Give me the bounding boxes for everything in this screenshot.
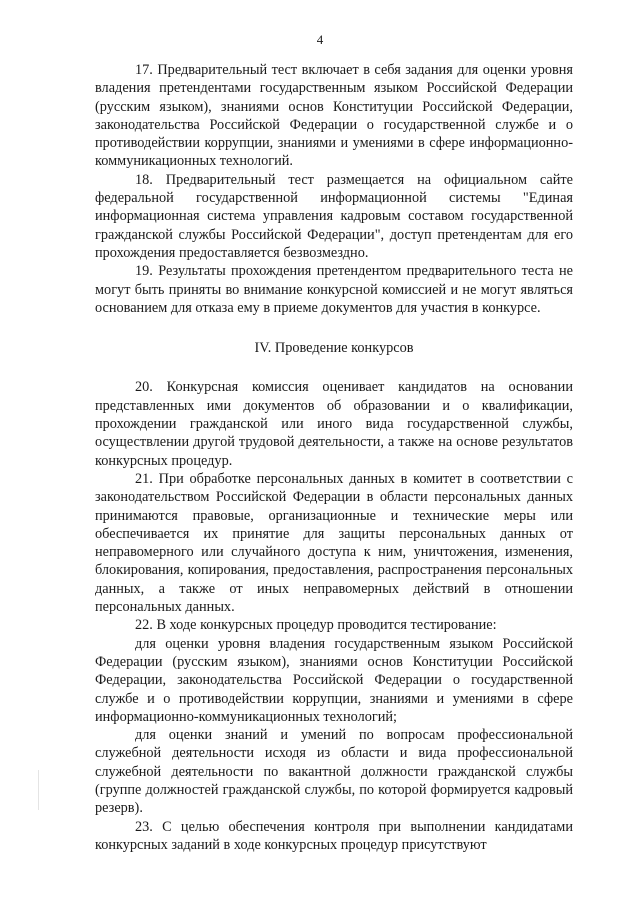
document-body — [95, 61, 573, 854]
paragraph-22-item-2: для оценки знаний и умений по вопросам профессиональной служебной деятельности исходя из области и вида профессиональной служебной деятельности по вакантной должности гражданской службы (группе должностей гражданской службы, по которой формируется кадровый резерв). — [95, 727, 573, 817]
paragraph-22: 22. В ходе конкурсных процедур проводится тестирование: — [135, 617, 497, 634]
paragraph-22-item-1: для оценки уровня владения государственным языком Российской Федерации (русским языком), знаниями основ Конституции Российской Федерации, законодательства Российской Федерации о государственной службе и о противодействии коррупции, знаниями и умениями в сфере информационно-коммуникационных технологий; — [95, 635, 573, 725]
section-heading: IV. Проведение конкурсов — [254, 340, 414, 357]
paragraph-23: 23. С целью обеспечения контроля при выполнении кандидатами конкурсных заданий в ходе конкурсных процедур присутствуют — [95, 818, 573, 853]
paragraph-20: 20. Конкурсная комиссия оценивает кандидатов на основании представленных ими документов об образовании и о квалификации, прохождении гражданской или иного вида государственной службы, осуществлении другой трудовой деятельности, а также на основе результатов конкурсных процедур. — [95, 379, 573, 469]
paragraph-21: 21. При обработке персональных данных в комитет в соответствии с законодательством Российской Федерации в области персональных данных принимаются правовые, организационные и технические меры или обеспечивается их принятие для защиты персональных данных от неправомерного или случайного доступа к ним, уничтожения, изменения, блокирования, копирования, предоставления, распространения персональных данных, а также от иных неправомерных действий в отношении персональных данных. — [95, 470, 573, 616]
paragraph-17: 17. Предварительный тест включает в себя задания для оценки уровня владения претендентами государственным языком Российской Федерации (русским языком), знаниями основ Конституции Российской Федерации, законодательства Российской Федерации о государственной службе и о противодействии коррупции, знаниями и умениями в сфере информационно-коммуникационных технологий. — [95, 62, 573, 170]
scan-margin-mark — [38, 770, 39, 810]
page-number: 4 — [316, 32, 324, 47]
paragraph-19: 19. Результаты прохождения претендентом предварительного теста не могут быть приняты во внимание конкурсной комиссией и не могут являться основанием для отказа ему в приеме документов для участия в конкурсе. — [95, 263, 573, 316]
paragraph-18: 18. Предварительный тест размещается на официальном сайте федеральной государственной информационной системы "Единая информационная система управления кадровым составом государственной гражданской службы Российской Федерации", доступ претендентам для его прохождения предоставляется безвозмездно. — [95, 171, 573, 261]
